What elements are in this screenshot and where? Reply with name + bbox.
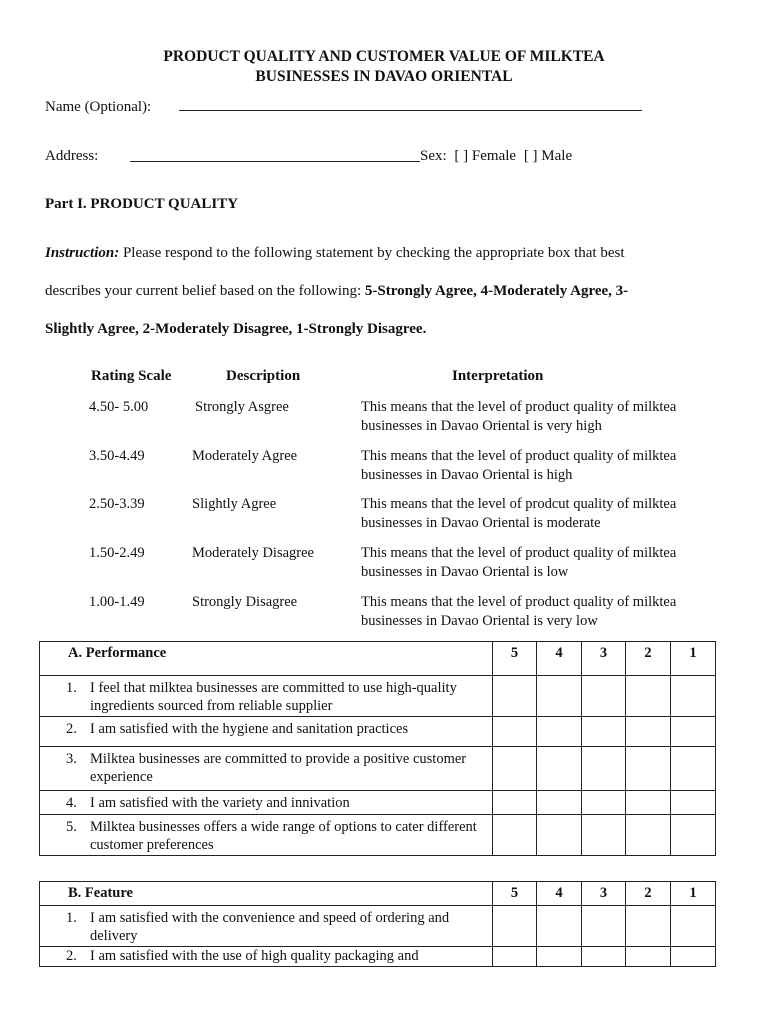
scale-interpretation-line-2: businesses in Davao Oriental is low	[361, 564, 569, 580]
instruction-scale-bold-2: Slightly Agree, 2-Moderately Disagree, 1-Strongly Disagree.	[45, 321, 427, 337]
instruction-line-2	[45, 282, 628, 301]
female-checkbox[interactable]: [ ] Female	[454, 148, 517, 164]
question-number: 1.	[66, 910, 77, 926]
rating-box-1[interactable]	[671, 676, 716, 717]
rating-box-1[interactable]	[671, 906, 716, 947]
scale-interpretation-line-2: businesses in Davao Oriental is high	[361, 467, 573, 483]
scale-interpretation-line-1: This means that the level of product quality of milktea	[361, 399, 677, 415]
instruction-scale-bold-1: 5-Strongly Agree, 4-Moderately Agree, 3-	[364, 283, 629, 299]
question-number: 1.	[66, 680, 77, 696]
rating-box-1[interactable]	[671, 947, 716, 967]
scale-interpretation	[361, 495, 676, 533]
question-number: 4.	[66, 795, 77, 811]
rating-box-2[interactable]	[626, 791, 671, 815]
question-cell	[40, 717, 493, 747]
rating-box-4[interactable]	[537, 791, 582, 815]
instruction-label: Instruction:	[45, 245, 120, 261]
rating-box-5[interactable]	[493, 906, 537, 947]
section-b-header-row	[40, 882, 716, 906]
scale-header-description: Description	[226, 368, 301, 384]
table-row	[40, 815, 716, 856]
rating-box-2[interactable]	[626, 815, 671, 856]
scale-interpretation-line-2: businesses in Davao Oriental is very high	[361, 418, 602, 434]
address-input-line[interactable]	[130, 161, 420, 162]
question-number: 5.	[66, 819, 77, 835]
rating-box-4[interactable]	[537, 717, 582, 747]
section-b-title: B. Feature	[40, 882, 493, 906]
rating-box-2[interactable]	[626, 947, 671, 967]
rating-box-5[interactable]	[493, 947, 537, 967]
column-5-header: 5	[493, 642, 537, 676]
section-a-title: A. Performance	[40, 642, 493, 676]
scale-interpretation	[361, 593, 676, 631]
column-2-header: 2	[626, 882, 671, 906]
question-number: 2.	[66, 721, 77, 737]
instruction-line-1	[45, 244, 625, 263]
scale-interpretation	[361, 544, 676, 582]
scale-description: Moderately Disagree	[192, 545, 314, 561]
table-row	[40, 791, 716, 815]
column-3-header: 3	[582, 642, 626, 676]
question-cell	[40, 676, 493, 717]
scale-interpretation-line-1: This means that the level of prodcut quality of milktea	[361, 496, 677, 512]
scale-description: Slightly Agree	[192, 496, 277, 512]
question-text: I am satisfied with the use of high quality packaging and	[90, 948, 419, 964]
rating-box-3[interactable]	[582, 791, 626, 815]
table-row	[40, 676, 716, 717]
rating-box-1[interactable]	[671, 815, 716, 856]
rating-box-5[interactable]	[493, 815, 537, 856]
question-cell	[40, 791, 493, 815]
rating-box-3[interactable]	[582, 906, 626, 947]
instruction-text-2: describes your current belief based on the following:	[45, 283, 365, 299]
scale-description: Strongly Asgree	[195, 399, 289, 415]
scale-range: 1.50-2.49	[89, 545, 145, 561]
document-title-line-2: BUSINESSES IN DAVAO ORIENTAL	[255, 68, 513, 85]
question-text: Milktea businesses are committed to provide a positive customer experience	[90, 751, 467, 785]
question-number: 2.	[66, 948, 77, 964]
scale-range: 4.50- 5.00	[89, 399, 149, 415]
rating-box-5[interactable]	[493, 747, 537, 791]
scale-header-interpretation: Interpretation	[452, 368, 544, 384]
rating-box-3[interactable]	[582, 717, 626, 747]
rating-box-4[interactable]	[537, 747, 582, 791]
scale-interpretation-line-2: businesses in Davao Oriental is moderate	[361, 515, 601, 531]
name-input-line[interactable]	[179, 110, 642, 111]
scale-interpretation-line-1: This means that the level of product quality of milktea	[361, 448, 677, 464]
scale-range: 3.50-4.49	[89, 448, 145, 464]
scale-range: 1.00-1.49	[89, 594, 145, 610]
sex-field	[420, 147, 572, 166]
rating-box-1[interactable]	[671, 747, 716, 791]
rating-box-3[interactable]	[582, 747, 626, 791]
column-4-header: 4	[537, 882, 582, 906]
rating-box-5[interactable]	[493, 676, 537, 717]
instruction-text-1: Please respond to the following statement by checking the appropriate box that best	[119, 245, 625, 261]
question-cell	[40, 747, 493, 791]
question-text: I am satisfied with the convenience and speed of ordering and delivery	[90, 910, 450, 944]
part-1-heading: Part I. PRODUCT QUALITY	[45, 196, 239, 212]
scale-description: Strongly Disagree	[192, 594, 298, 610]
question-number: 3.	[66, 751, 77, 767]
rating-box-4[interactable]	[537, 815, 582, 856]
document-title-line-1: PRODUCT QUALITY AND CUSTOMER VALUE OF MILKTEA	[163, 48, 605, 65]
scale-interpretation	[361, 398, 676, 436]
rating-box-4[interactable]	[537, 906, 582, 947]
section-a-table	[39, 641, 716, 856]
section-b-table	[39, 881, 716, 967]
column-1-header: 1	[671, 882, 716, 906]
scale-description: Moderately Agree	[192, 448, 298, 464]
rating-box-4[interactable]	[537, 676, 582, 717]
column-1-header: 1	[671, 642, 716, 676]
section-a-header-row	[40, 642, 716, 676]
rating-box-1[interactable]	[671, 791, 716, 815]
column-3-header: 3	[582, 882, 626, 906]
rating-box-1[interactable]	[671, 717, 716, 747]
scale-interpretation	[361, 447, 676, 485]
rating-box-2[interactable]	[626, 676, 671, 717]
rating-box-5[interactable]	[493, 791, 537, 815]
rating-box-3[interactable]	[582, 947, 626, 967]
table-row	[40, 717, 716, 747]
scale-header-rating: Rating Scale	[91, 368, 172, 384]
address-label: Address:	[45, 148, 99, 164]
question-text: I am satisfied with the variety and innivation	[90, 795, 350, 811]
scale-interpretation-line-1: This means that the level of product quality of milktea	[361, 545, 677, 561]
table-row	[40, 747, 716, 791]
question-cell	[40, 906, 493, 947]
rating-box-2[interactable]	[626, 906, 671, 947]
column-4-header: 4	[537, 642, 582, 676]
scale-range: 2.50-3.39	[89, 496, 145, 512]
table-row	[40, 947, 716, 967]
name-label: Name (Optional):	[45, 99, 152, 115]
rating-box-2[interactable]	[626, 717, 671, 747]
table-row	[40, 906, 716, 947]
question-text: I feel that milktea businesses are committed to use high-quality ingredients sourced from reliable supplier	[90, 680, 457, 714]
column-5-header: 5	[493, 882, 537, 906]
scale-interpretation-line-1: This means that the level of product quality of milktea	[361, 594, 677, 610]
rating-box-2[interactable]	[626, 747, 671, 791]
rating-box-4[interactable]	[537, 947, 582, 967]
rating-box-3[interactable]	[582, 815, 626, 856]
rating-box-3[interactable]	[582, 676, 626, 717]
scale-interpretation-line-2: businesses in Davao Oriental is very low	[361, 613, 598, 629]
question-text: Milktea businesses offers a wide range of options to cater different customer preferences	[90, 819, 477, 853]
question-cell	[40, 947, 493, 967]
male-checkbox[interactable]: [ ] Male	[523, 148, 573, 164]
column-2-header: 2	[626, 642, 671, 676]
question-text: I am satisfied with the hygiene and sanitation practices	[90, 721, 409, 737]
question-cell	[40, 815, 493, 856]
rating-box-5[interactable]	[493, 717, 537, 747]
sex-label: Sex:	[420, 148, 447, 164]
